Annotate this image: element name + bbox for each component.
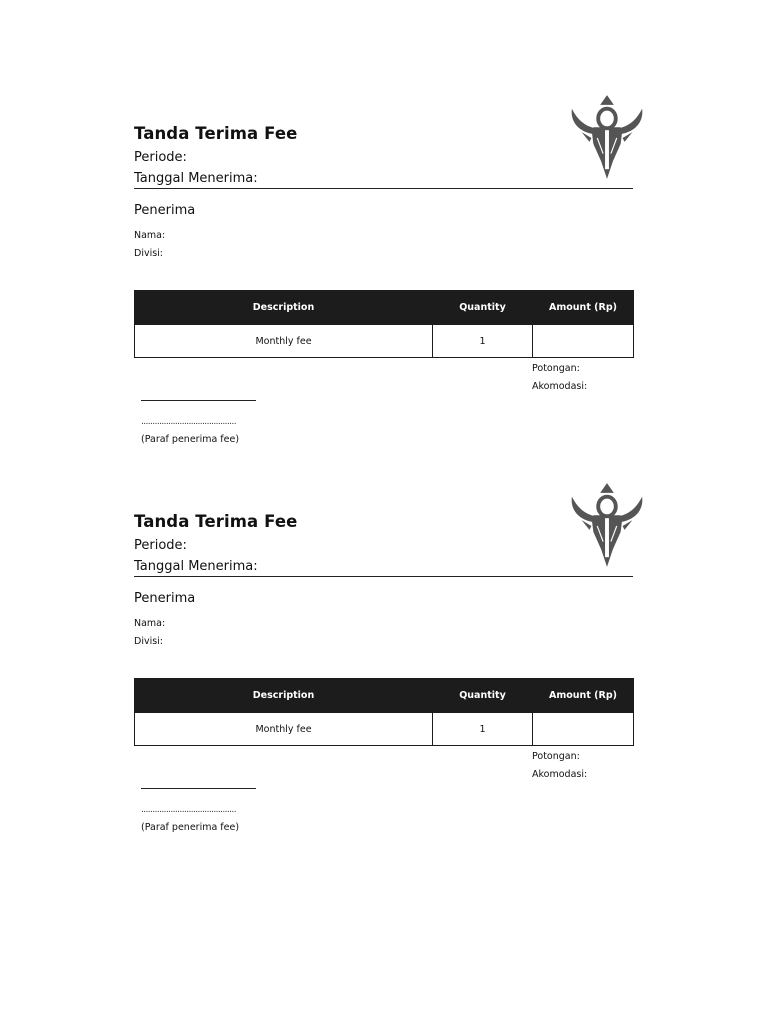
table-header-row [135, 291, 634, 325]
divisi-label: Divisi: [134, 636, 164, 647]
potongan-label: Potongan: [532, 363, 580, 374]
signature-caption: (Paraf penerima fee) [141, 434, 240, 445]
column-header-amount: Amount (Rp) [533, 679, 634, 713]
divisi-label: Divisi: [134, 248, 164, 259]
cell-amount [533, 325, 634, 358]
periode-label: Periode: [134, 150, 187, 165]
periode-label: Periode: [134, 538, 187, 553]
cell-description: Monthly fee [135, 325, 433, 358]
header-divider [134, 188, 633, 189]
cell-description: Monthly fee [135, 713, 433, 746]
ankh-bull-skull-icon [568, 481, 646, 569]
signature-line [141, 788, 256, 789]
tanggal-menerima-label: Tanggal Menerima: [134, 171, 258, 186]
receipt-2 [0, 388, 768, 833]
nama-label: Nama: [134, 230, 166, 241]
table-row [135, 325, 634, 358]
receipt-1 [0, 0, 768, 445]
penerima-section-label: Penerima [134, 591, 196, 606]
fee-table [134, 290, 634, 358]
column-header-quantity: Quantity [433, 679, 533, 713]
penerima-section-label: Penerima [134, 203, 196, 218]
column-header-description: Description [135, 679, 433, 713]
receipt-title: Tanda Terima Fee [134, 512, 298, 531]
cell-quantity: 1 [433, 713, 533, 746]
signature-dotted-line: .......................................... [141, 805, 236, 815]
column-header-description: Description [135, 291, 433, 325]
signature-caption: (Paraf penerima fee) [141, 822, 240, 833]
receipt-title: Tanda Terima Fee [134, 124, 298, 143]
ankh-bull-skull-icon [568, 93, 646, 181]
table-row [135, 713, 634, 746]
column-header-amount: Amount (Rp) [533, 291, 634, 325]
cell-quantity: 1 [433, 325, 533, 358]
tanggal-menerima-label: Tanggal Menerima: [134, 559, 258, 574]
table-header-row [135, 679, 634, 713]
signature-dotted-line: .......................................... [141, 417, 236, 427]
header-divider [134, 576, 633, 577]
akomodasi-label: Akomodasi: [532, 381, 588, 392]
nama-label: Nama: [134, 618, 166, 629]
akomodasi-label: Akomodasi: [532, 769, 588, 780]
cell-amount [533, 713, 634, 746]
fee-table [134, 678, 634, 746]
potongan-label: Potongan: [532, 751, 580, 762]
column-header-quantity: Quantity [433, 291, 533, 325]
